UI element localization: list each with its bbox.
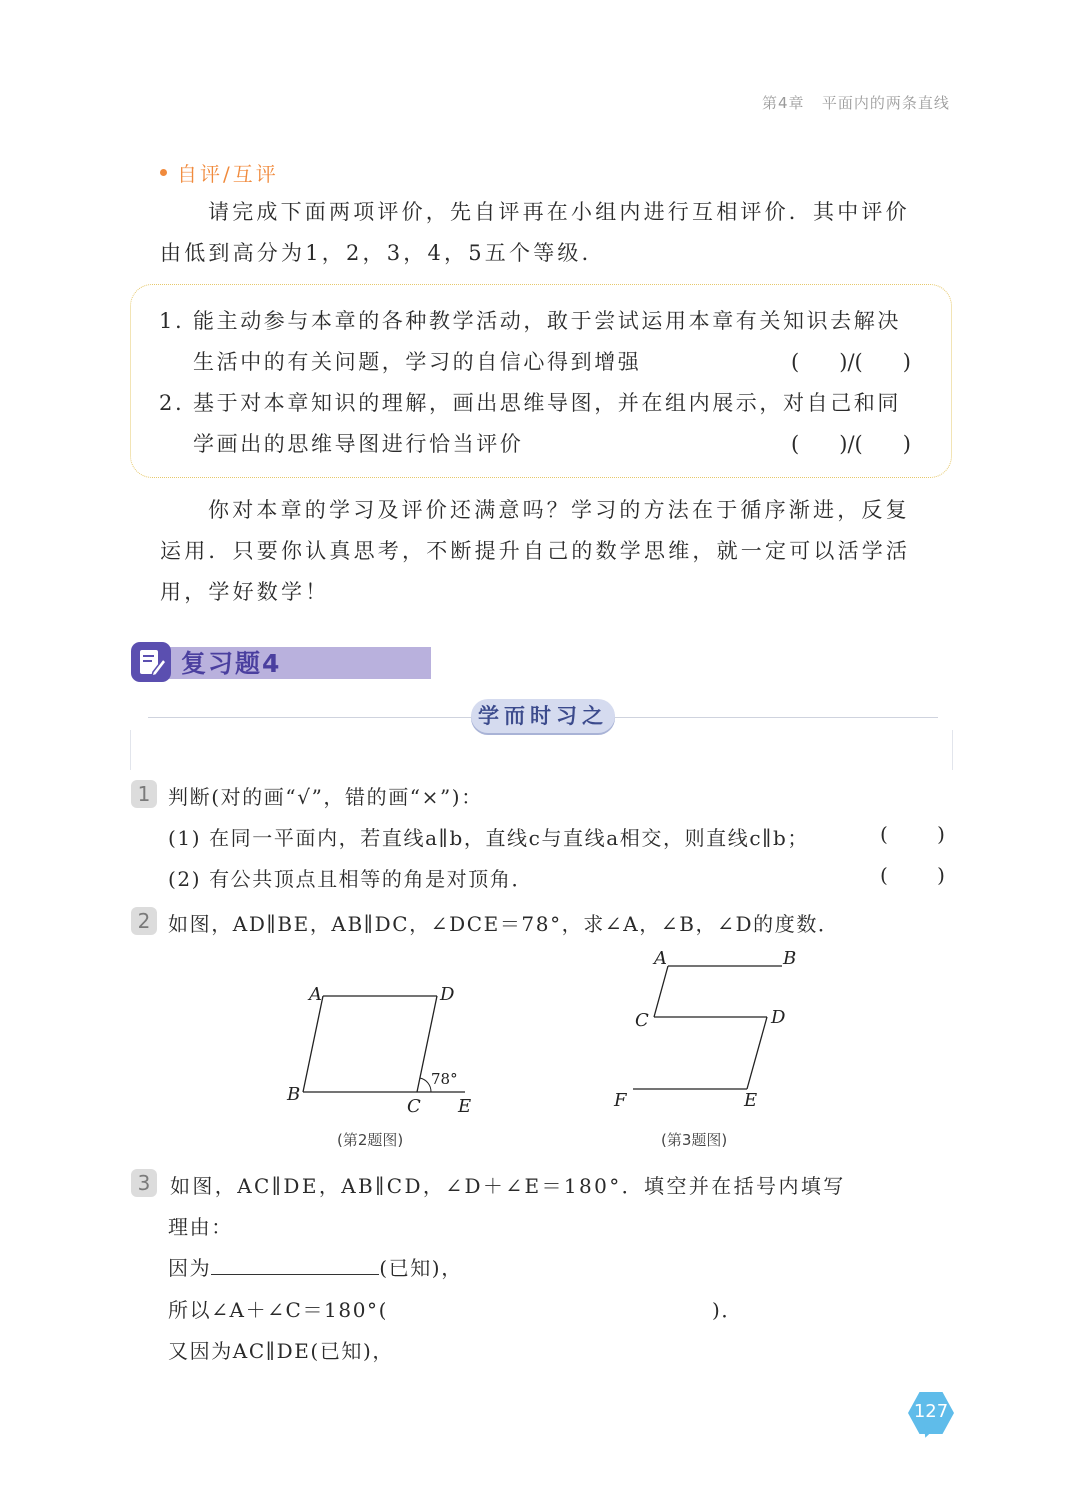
eval-item-1 xyxy=(159,301,939,383)
label-D: D xyxy=(440,984,455,1005)
q3-line1-prefix: 因为 xyxy=(168,1256,212,1280)
figure-q2-parallelogram xyxy=(270,975,490,1120)
q1-stem: 判断(对的画“√”，错的画“×”)： xyxy=(168,785,483,809)
subsection-label: 学而时习之 xyxy=(471,699,615,733)
figure-q3-diagram xyxy=(600,945,820,1120)
eval-item-number: 1. xyxy=(159,309,185,333)
q3-line1 xyxy=(168,1252,463,1281)
segment-AB xyxy=(303,996,323,1092)
chapter-title: 平面内的两条直线 xyxy=(821,94,950,112)
evaluation-box xyxy=(130,284,952,478)
eval-item-number: 2. xyxy=(159,391,185,415)
question-number: 3 xyxy=(131,1169,157,1197)
q3-line1-suffix: (已知)， xyxy=(379,1256,463,1280)
frame-corner-left xyxy=(130,730,131,770)
q1-sub1-answer-blank[interactable]: ( ) xyxy=(880,822,947,846)
q3-line2-end: )． xyxy=(712,1298,744,1322)
label-C: C xyxy=(635,1010,649,1031)
segment-DE xyxy=(747,1017,767,1089)
closing-paragraph: 你对本章的学习及评价还满意吗？学习的方法在于循序渐进，反复运用．只要你认真思考，不断提升自己的数学思维，就一定可以活学活用，学好数学！ xyxy=(160,498,911,604)
page-number-badge xyxy=(908,1392,956,1438)
q3-reason-blank[interactable] xyxy=(434,1294,704,1318)
edit-note-icon xyxy=(131,642,171,682)
label-A: A xyxy=(654,948,667,969)
bullet-dot-icon xyxy=(160,169,167,176)
label-F: F xyxy=(614,1090,627,1111)
badge-tail xyxy=(921,1427,934,1440)
label-A: A xyxy=(309,984,322,1005)
question-number: 1 xyxy=(131,780,157,808)
q1-sub1: (1) 在同一平面内，若直线a∥b，直线c与直线a相交，则直线c∥b； xyxy=(168,826,810,850)
label-B: B xyxy=(783,948,797,969)
q1-sub2-answer-blank[interactable]: ( ) xyxy=(880,863,947,887)
q3-line3: 又因为AC∥DE(已知)， xyxy=(168,1339,395,1363)
label-C: C xyxy=(407,1096,421,1117)
label-D: D xyxy=(771,1007,786,1028)
chapter-number: 第4章 xyxy=(762,94,805,112)
running-header xyxy=(762,92,950,113)
label-B: B xyxy=(287,1084,301,1105)
angle-arc xyxy=(420,1078,431,1092)
self-eval-intro: 请完成下面两项评价，先自评再在小组内进行互相评价．其中评价由低到高分为1，2，3，4，5五个等级． xyxy=(160,200,910,265)
eval-item-text-line1: 基于对本章知识的理解，画出思维导图，并在组内展示，对自己和同 xyxy=(193,391,901,415)
question-number: 2 xyxy=(131,907,157,935)
eval-item-text-line2: 学画出的思维导图进行恰当评价 xyxy=(193,432,524,456)
eval-item-text-line2: 生活中的有关问题，学习的自信心得到增强 xyxy=(193,350,642,374)
label-E: E xyxy=(458,1096,472,1117)
eval-item-text-line1: 能主动参与本章的各种教学活动，敢于尝试运用本章有关知识去解决 xyxy=(193,309,901,333)
angle-label: 78° xyxy=(431,1070,458,1088)
figure-q3-caption: (第3题图) xyxy=(661,1131,728,1149)
eval-rating-blanks[interactable]: ( )/( ) xyxy=(791,350,911,374)
review-title: 复习题4 xyxy=(181,649,282,678)
label-E: E xyxy=(744,1090,758,1111)
page-number: 127 xyxy=(913,1401,949,1422)
eval-rating-blanks[interactable]: ( )/( ) xyxy=(791,432,911,456)
q3-stem: 如图，AC∥DE，AB∥CD，∠D＋∠E＝180°．填空并在括号内填写 xyxy=(170,1174,846,1198)
self-eval-title: 自评/互评 xyxy=(177,162,279,186)
q3-stem-cont: 理由： xyxy=(168,1215,233,1239)
q3-line2: 所以∠A＋∠C＝180°( xyxy=(168,1298,389,1322)
q1-sub2: (2) 有公共顶点且相等的角是对顶角． xyxy=(168,867,534,891)
q2-stem: 如图，AD∥BE，AB∥DC，∠DCE＝78°，求∠A，∠B，∠D的度数． xyxy=(168,912,840,936)
segment-AC xyxy=(654,966,668,1017)
figure-q2-caption: (第2题图) xyxy=(337,1131,404,1149)
q3-fill-blank[interactable] xyxy=(211,1254,379,1275)
eval-item-2 xyxy=(159,383,939,465)
frame-corner-right xyxy=(952,730,953,770)
self-eval-heading xyxy=(160,158,279,187)
